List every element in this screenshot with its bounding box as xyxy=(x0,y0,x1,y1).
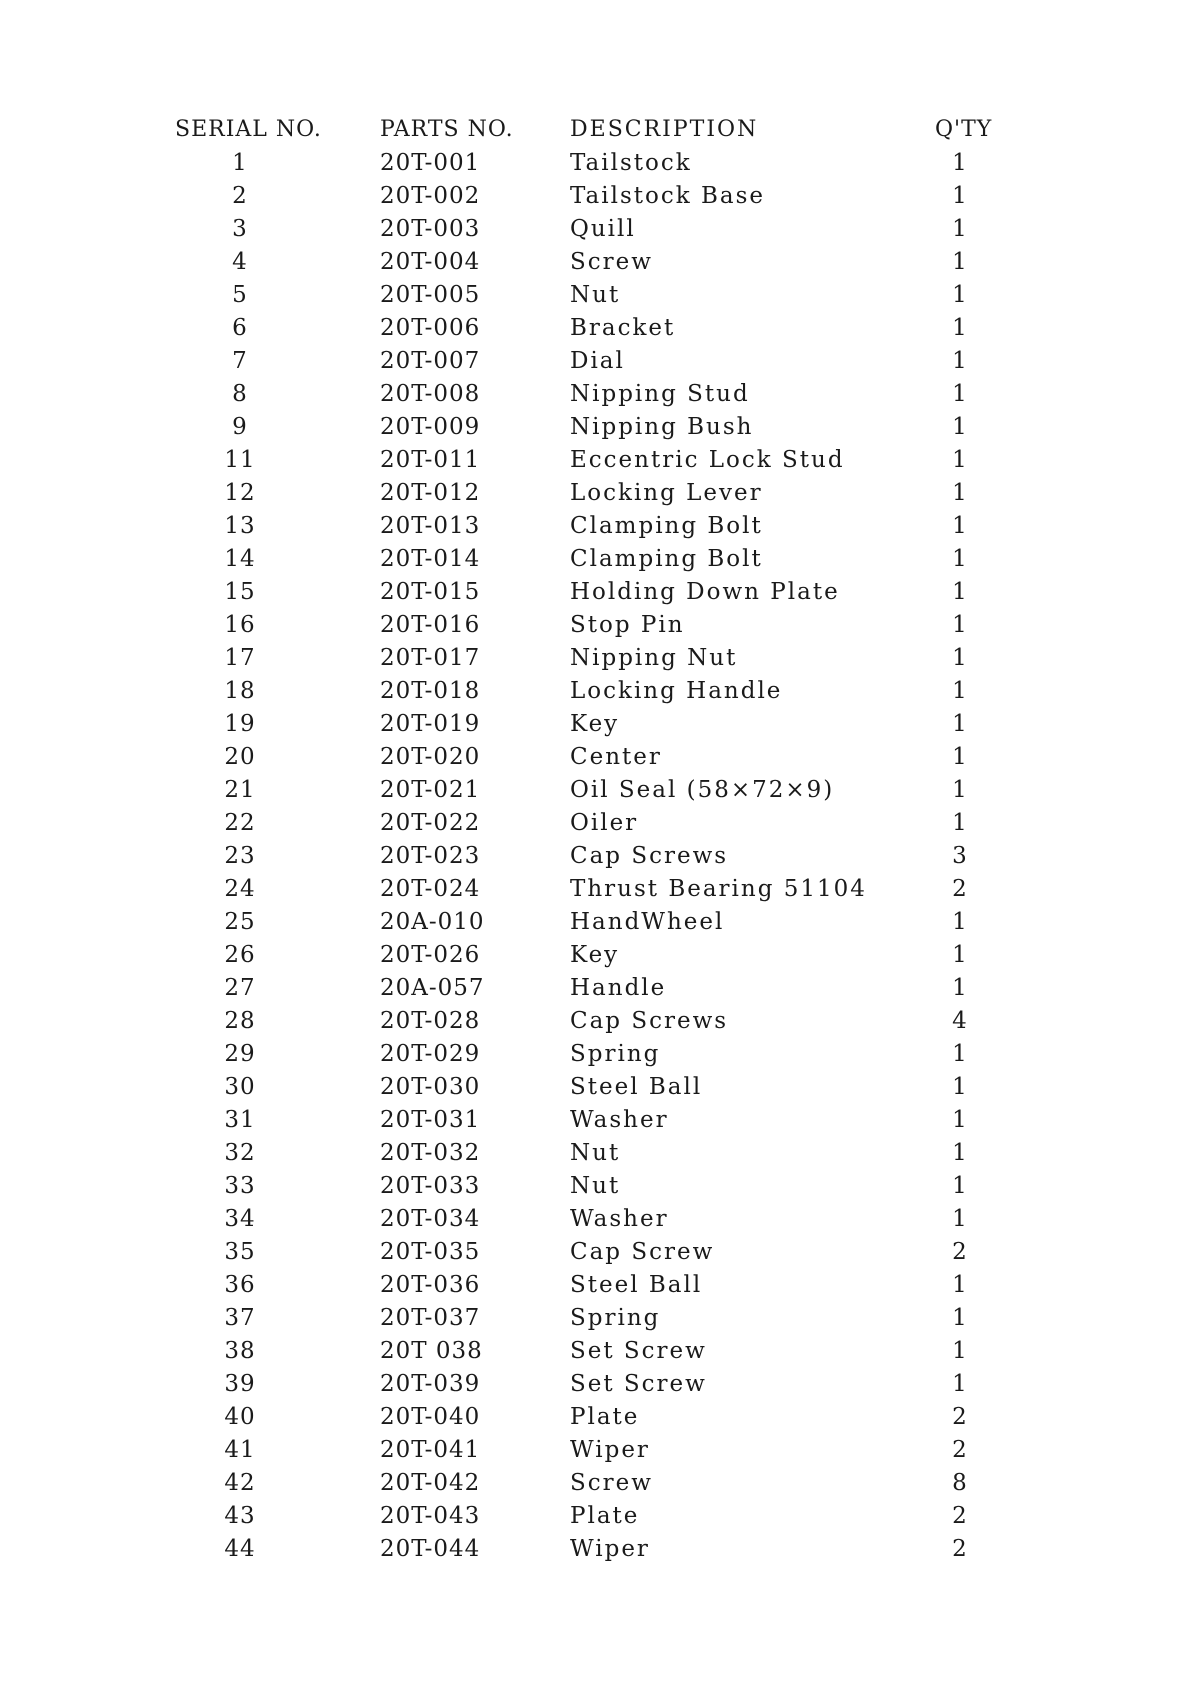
qty-cell: 2 xyxy=(952,1239,968,1265)
serial-no-cell: 1 xyxy=(232,150,248,176)
qty-cell: 3 xyxy=(952,843,968,869)
parts-no-cell: 20T-042 xyxy=(380,1470,481,1496)
serial-no-cell: 35 xyxy=(224,1239,256,1265)
table-row xyxy=(175,378,1005,411)
parts-table xyxy=(175,112,1005,1566)
table-body xyxy=(175,147,1005,1566)
description-cell: Oil Seal (58×72×9) xyxy=(570,777,835,803)
description-cell: Plate xyxy=(570,1404,640,1430)
serial-no-cell: 17 xyxy=(224,645,256,671)
serial-no-cell: 7 xyxy=(232,348,248,374)
description-cell: Clamping Bolt xyxy=(570,513,763,539)
qty-cell: 1 xyxy=(952,513,968,539)
description-cell: Screw xyxy=(570,1470,653,1496)
description-cell: Bracket xyxy=(570,315,676,341)
serial-no-cell: 2 xyxy=(232,183,248,209)
qty-cell: 1 xyxy=(952,1173,968,1199)
parts-no-cell: 20T-015 xyxy=(380,579,481,605)
serial-no-cell: 8 xyxy=(232,381,248,407)
qty-cell: 1 xyxy=(952,579,968,605)
serial-no-cell: 14 xyxy=(224,546,256,572)
table-row xyxy=(175,1500,1005,1533)
description-cell: Tailstock xyxy=(570,150,692,176)
serial-no-cell: 22 xyxy=(224,810,256,836)
table-row xyxy=(175,609,1005,642)
qty-cell: 1 xyxy=(952,447,968,473)
qty-cell: 1 xyxy=(952,480,968,506)
qty-cell: 1 xyxy=(952,645,968,671)
description-cell: Cap Screws xyxy=(570,1008,729,1034)
qty-cell: 1 xyxy=(952,381,968,407)
serial-no-cell: 38 xyxy=(224,1338,256,1364)
qty-cell: 1 xyxy=(952,183,968,209)
table-row xyxy=(175,741,1005,774)
parts-no-cell: 20T 038 xyxy=(380,1338,483,1364)
qty-cell: 4 xyxy=(952,1008,968,1034)
description-cell: Holding Down Plate xyxy=(570,579,840,605)
description-cell: Cap Screws xyxy=(570,843,729,869)
table-row xyxy=(175,1203,1005,1236)
parts-no-cell: 20T-040 xyxy=(380,1404,481,1430)
qty-cell: 1 xyxy=(952,909,968,935)
description-cell: Center xyxy=(570,744,662,770)
description-cell: Dial xyxy=(570,348,625,374)
parts-no-cell: 20T-006 xyxy=(380,315,481,341)
table-row xyxy=(175,180,1005,213)
table-row xyxy=(175,1302,1005,1335)
qty-cell: 1 xyxy=(952,1371,968,1397)
parts-no-cell: 20T-021 xyxy=(380,777,481,803)
serial-no-cell: 11 xyxy=(224,447,256,473)
description-cell: Set Screw xyxy=(570,1338,707,1364)
table-row xyxy=(175,411,1005,444)
table-row xyxy=(175,840,1005,873)
serial-no-cell: 33 xyxy=(224,1173,256,1199)
serial-no-cell: 12 xyxy=(224,480,256,506)
serial-no-cell: 24 xyxy=(224,876,256,902)
qty-cell: 2 xyxy=(952,876,968,902)
table-row xyxy=(175,477,1005,510)
serial-no-cell: 13 xyxy=(224,513,256,539)
description-cell: Steel Ball xyxy=(570,1272,703,1298)
parts-no-cell: 20T-041 xyxy=(380,1437,481,1463)
header-serial-no: SERIAL NO. xyxy=(175,117,322,142)
description-cell: Thrust Bearing 51104 xyxy=(570,876,867,902)
parts-no-cell: 20T-029 xyxy=(380,1041,481,1067)
table-row xyxy=(175,1071,1005,1104)
table-row xyxy=(175,246,1005,279)
table-row xyxy=(175,279,1005,312)
serial-no-cell: 27 xyxy=(224,975,256,1001)
table-row xyxy=(175,345,1005,378)
description-cell: Set Screw xyxy=(570,1371,707,1397)
serial-no-cell: 3 xyxy=(232,216,248,242)
parts-no-cell: 20T-034 xyxy=(380,1206,481,1232)
qty-cell: 1 xyxy=(952,1338,968,1364)
description-cell: Plate xyxy=(570,1503,640,1529)
description-cell: Clamping Bolt xyxy=(570,546,763,572)
table-row xyxy=(175,1236,1005,1269)
serial-no-cell: 39 xyxy=(224,1371,256,1397)
parts-no-cell: 20T-044 xyxy=(380,1536,481,1562)
description-cell: Key xyxy=(570,942,620,968)
serial-no-cell: 42 xyxy=(224,1470,256,1496)
description-cell: Spring xyxy=(570,1041,661,1067)
parts-no-cell: 20T-007 xyxy=(380,348,481,374)
serial-no-cell: 25 xyxy=(224,909,256,935)
parts-no-cell: 20T-013 xyxy=(380,513,481,539)
description-cell: Nipping Bush xyxy=(570,414,754,440)
qty-cell: 1 xyxy=(952,150,968,176)
qty-cell: 1 xyxy=(952,1206,968,1232)
qty-cell: 1 xyxy=(952,711,968,737)
parts-no-cell: 20T-018 xyxy=(380,678,481,704)
table-row xyxy=(175,1533,1005,1566)
description-cell: Nut xyxy=(570,1173,621,1199)
serial-no-cell: 18 xyxy=(224,678,256,704)
qty-cell: 1 xyxy=(952,1272,968,1298)
table-row xyxy=(175,147,1005,180)
parts-no-cell: 20T-035 xyxy=(380,1239,481,1265)
description-cell: Handle xyxy=(570,975,667,1001)
qty-cell: 1 xyxy=(952,546,968,572)
table-row xyxy=(175,1269,1005,1302)
qty-cell: 1 xyxy=(952,678,968,704)
table-row xyxy=(175,972,1005,1005)
serial-no-cell: 9 xyxy=(232,414,248,440)
parts-no-cell: 20T-012 xyxy=(380,480,481,506)
serial-no-cell: 26 xyxy=(224,942,256,968)
parts-no-cell: 20T-008 xyxy=(380,381,481,407)
qty-cell: 8 xyxy=(952,1470,968,1496)
serial-no-cell: 31 xyxy=(224,1107,256,1133)
parts-no-cell: 20T-019 xyxy=(380,711,481,737)
serial-no-cell: 32 xyxy=(224,1140,256,1166)
table-row xyxy=(175,1137,1005,1170)
description-cell: Washer xyxy=(570,1107,669,1133)
description-cell: Locking Lever xyxy=(570,480,763,506)
parts-no-cell: 20T-003 xyxy=(380,216,481,242)
qty-cell: 2 xyxy=(952,1437,968,1463)
table-row xyxy=(175,444,1005,477)
qty-cell: 1 xyxy=(952,1140,968,1166)
qty-cell: 1 xyxy=(952,315,968,341)
parts-no-cell: 20T-001 xyxy=(380,150,481,176)
qty-cell: 1 xyxy=(952,612,968,638)
description-cell: Quill xyxy=(570,216,636,242)
serial-no-cell: 6 xyxy=(232,315,248,341)
qty-cell: 1 xyxy=(952,414,968,440)
serial-no-cell: 37 xyxy=(224,1305,256,1331)
table-row xyxy=(175,708,1005,741)
parts-no-cell: 20T-031 xyxy=(380,1107,481,1133)
qty-cell: 2 xyxy=(952,1536,968,1562)
serial-no-cell: 5 xyxy=(232,282,248,308)
parts-no-cell: 20T-039 xyxy=(380,1371,481,1397)
table-row xyxy=(175,774,1005,807)
table-row xyxy=(175,1434,1005,1467)
header-parts-no: PARTS NO. xyxy=(380,117,514,142)
qty-cell: 1 xyxy=(952,1107,968,1133)
table-row xyxy=(175,576,1005,609)
table-row xyxy=(175,1368,1005,1401)
serial-no-cell: 20 xyxy=(224,744,256,770)
description-cell: Wiper xyxy=(570,1536,650,1562)
qty-cell: 1 xyxy=(952,744,968,770)
parts-no-cell: 20T-002 xyxy=(380,183,481,209)
serial-no-cell: 34 xyxy=(224,1206,256,1232)
description-cell: Stop Pin xyxy=(570,612,685,638)
description-cell: Eccentric Lock Stud xyxy=(570,447,845,473)
table-header xyxy=(175,112,1005,147)
table-row xyxy=(175,906,1005,939)
serial-no-cell: 28 xyxy=(224,1008,256,1034)
qty-cell: 1 xyxy=(952,1305,968,1331)
description-cell: Nipping Nut xyxy=(570,645,738,671)
description-cell: Locking Handle xyxy=(570,678,783,704)
parts-no-cell: 20T-024 xyxy=(380,876,481,902)
qty-cell: 1 xyxy=(952,348,968,374)
parts-no-cell: 20T-043 xyxy=(380,1503,481,1529)
parts-no-cell: 20A-010 xyxy=(380,909,485,935)
header-qty: Q'TY xyxy=(935,117,993,142)
serial-no-cell: 36 xyxy=(224,1272,256,1298)
description-cell: Steel Ball xyxy=(570,1074,703,1100)
serial-no-cell: 16 xyxy=(224,612,256,638)
table-row xyxy=(175,510,1005,543)
table-row xyxy=(175,1104,1005,1137)
parts-no-cell: 20T-011 xyxy=(380,447,481,473)
serial-no-cell: 43 xyxy=(224,1503,256,1529)
parts-no-cell: 20T-026 xyxy=(380,942,481,968)
qty-cell: 1 xyxy=(952,1041,968,1067)
table-row xyxy=(175,675,1005,708)
serial-no-cell: 15 xyxy=(224,579,256,605)
qty-cell: 1 xyxy=(952,1074,968,1100)
description-cell: Nut xyxy=(570,282,621,308)
description-cell: Nipping Stud xyxy=(570,381,750,407)
description-cell: Oiler xyxy=(570,810,639,836)
table-row xyxy=(175,1005,1005,1038)
table-row xyxy=(175,873,1005,906)
serial-no-cell: 40 xyxy=(224,1404,256,1430)
qty-cell: 2 xyxy=(952,1404,968,1430)
serial-no-cell: 29 xyxy=(224,1041,256,1067)
serial-no-cell: 19 xyxy=(224,711,256,737)
parts-no-cell: 20T-016 xyxy=(380,612,481,638)
qty-cell: 1 xyxy=(952,975,968,1001)
parts-no-cell: 20T-005 xyxy=(380,282,481,308)
qty-cell: 1 xyxy=(952,942,968,968)
table-row xyxy=(175,1335,1005,1368)
qty-cell: 1 xyxy=(952,216,968,242)
description-cell: Tailstock Base xyxy=(570,183,766,209)
table-row xyxy=(175,1467,1005,1500)
serial-no-cell: 41 xyxy=(224,1437,256,1463)
table-row xyxy=(175,939,1005,972)
parts-no-cell: 20T-017 xyxy=(380,645,481,671)
table-row xyxy=(175,543,1005,576)
serial-no-cell: 4 xyxy=(232,249,248,275)
table-row xyxy=(175,1170,1005,1203)
parts-no-cell: 20T-037 xyxy=(380,1305,481,1331)
parts-no-cell: 20T-020 xyxy=(380,744,481,770)
serial-no-cell: 21 xyxy=(224,777,256,803)
header-description: DESCRIPTION xyxy=(570,117,759,142)
description-cell: Washer xyxy=(570,1206,669,1232)
parts-no-cell: 20T-032 xyxy=(380,1140,481,1166)
parts-no-cell: 20T-014 xyxy=(380,546,481,572)
serial-no-cell: 23 xyxy=(224,843,256,869)
parts-no-cell: 20T-004 xyxy=(380,249,481,275)
qty-cell: 1 xyxy=(952,282,968,308)
serial-no-cell: 30 xyxy=(224,1074,256,1100)
parts-no-cell: 20T-033 xyxy=(380,1173,481,1199)
description-cell: Spring xyxy=(570,1305,661,1331)
parts-no-cell: 20T-030 xyxy=(380,1074,481,1100)
parts-no-cell: 20A-057 xyxy=(380,975,485,1001)
table-row xyxy=(175,1401,1005,1434)
description-cell: Key xyxy=(570,711,620,737)
qty-cell: 1 xyxy=(952,777,968,803)
description-cell: Nut xyxy=(570,1140,621,1166)
qty-cell: 1 xyxy=(952,810,968,836)
table-row xyxy=(175,642,1005,675)
table-row xyxy=(175,807,1005,840)
description-cell: Wiper xyxy=(570,1437,650,1463)
parts-no-cell: 20T-036 xyxy=(380,1272,481,1298)
table-row xyxy=(175,312,1005,345)
table-row xyxy=(175,1038,1005,1071)
parts-no-cell: 20T-022 xyxy=(380,810,481,836)
parts-no-cell: 20T-023 xyxy=(380,843,481,869)
serial-no-cell: 44 xyxy=(224,1536,256,1562)
parts-no-cell: 20T-009 xyxy=(380,414,481,440)
qty-cell: 2 xyxy=(952,1503,968,1529)
table-row xyxy=(175,213,1005,246)
description-cell: HandWheel xyxy=(570,909,725,935)
qty-cell: 1 xyxy=(952,249,968,275)
parts-no-cell: 20T-028 xyxy=(380,1008,481,1034)
description-cell: Cap Screw xyxy=(570,1239,715,1265)
description-cell: Screw xyxy=(570,249,653,275)
